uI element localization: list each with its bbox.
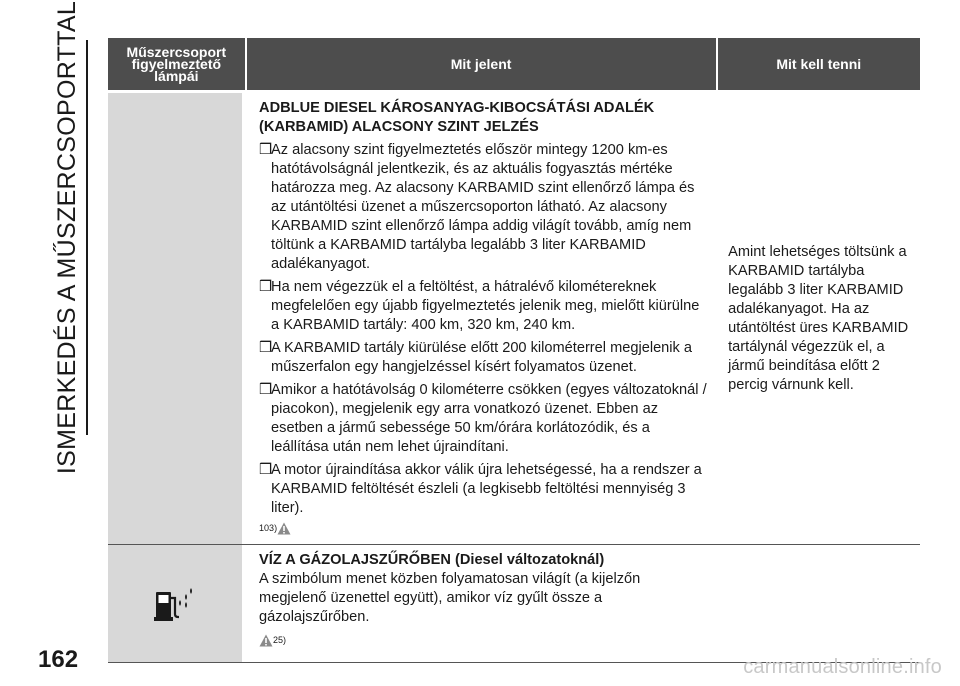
checkbox-bullet-icon: ❒ <box>259 279 273 295</box>
list-item-text: Ha nem végezzük el a feltöltést, a hátralévő kilométereknek megfelelően egy újabb figyelmeztetés jelenik meg, mielőtt kiürülne a KARBAMID tartály: 400 km, 320 km, 240 km. <box>271 279 700 333</box>
meaning-cell-water-in-fuel <box>244 545 714 662</box>
list-item <box>259 381 709 457</box>
table-header <box>108 38 920 93</box>
row-title-line2: (KARBAMID) ALACSONY SZINT JELZÉS <box>259 119 539 135</box>
checkbox-bullet-icon: ❒ <box>259 382 273 398</box>
note-ref-text: 103) <box>259 523 278 533</box>
water-in-fuel-icon <box>153 584 197 624</box>
checkbox-bullet-icon: ❒ <box>259 462 273 478</box>
header-action: Mit kell tenni <box>776 56 862 72</box>
list-item <box>259 461 709 518</box>
table-row-adblue <box>108 93 920 545</box>
chapter-side-title <box>44 0 92 475</box>
table-row-water-in-fuel <box>108 545 920 663</box>
header-warning-lights: Műszercsoport figyelmeztető lámpái <box>108 38 247 90</box>
chapter-title-text: ISMERKEDÉS A MŰSZERCSOPORTTAL <box>53 0 82 475</box>
warning-light-cell-water-in-fuel <box>108 545 244 662</box>
row-title-line1: ADBLUE DIESEL KÁROSANYAG-KIBOCSÁTÁSI ADALÉK <box>259 100 655 116</box>
list-item <box>259 278 709 335</box>
header-meaning: Mit jelent <box>247 38 718 90</box>
warning-lights-table <box>108 38 920 663</box>
row-title: VÍZ A GÁZOLAJSZŰRŐBEN (Diesel változatoknál) <box>259 552 605 568</box>
meaning-cell-adblue <box>244 93 714 544</box>
list-item-text: A motor újraindítása akkor válik újra lehetségessé, ha a rendszer a KARBAMID feltöltését észleli (a legkisebb feltöltési mennyiség 3 liter). <box>271 462 702 516</box>
row-description: A szimbólum menet közben folyamatosan világít (a kijelzőn megjelenő üzenettel együtt), amikor víz gyűlt össze a gázolajszűrőben. <box>259 571 641 625</box>
warning-triangle-icon <box>277 522 291 535</box>
list-item-text: Amikor a hatótávolság 0 kilométerre csökken (egyes változatoknál / piacokon), megjelenik egy arra vonatkozó üzenet. Ebben az esetben a jármű sebessége 50 km/órára korlátozódik, és a leállítása után nem lehet újraindítani. <box>271 382 707 455</box>
action-cell-water-in-fuel <box>714 545 920 662</box>
action-cell-adblue: Amint lehetséges töltsünk a KARBAMID tartályba legalább 3 liter KARBAMID adalékanyagot. Ha az utántöltést üres KARBAMID tartálynál végezzük el, a jármű beindítása előtt 2 percig várnunk kell. <box>728 243 909 393</box>
footer-watermark: carmanualsonline.info <box>743 656 942 678</box>
warning-triangle-icon <box>259 634 273 647</box>
warning-note-reference <box>259 631 709 650</box>
warning-light-cell-empty <box>108 93 244 544</box>
list-item <box>259 141 709 274</box>
list-item-text: A KARBAMID tartály kiürülése előtt 200 kilométerrel megjelenik a műszerfalon egy hangjelzéssel kísért folyamatos üzenet. <box>271 340 693 375</box>
list-item-text: Az alacsony szint figyelmeztetés először mintegy 1200 km-es hatótávolságnál jelentkezik, és az aktuális fogyasztás mértéke határozza meg. Az alacsony KARBAMID szint ellenőrző lámpa és az utántöltési üzenet a műszercsoporton látható. Az alacsony KARBAMID szint ellenőrző lámpa addig világít tovább, amíg nem töltünk a KARBAMID tartályba legalább 3 liter KARBAMID adalékanyagot. <box>271 142 695 272</box>
page-number: 162 <box>38 646 79 673</box>
warning-note-reference <box>259 519 709 538</box>
list-item <box>259 339 709 377</box>
chapter-divider-line <box>86 40 88 435</box>
checkbox-bullet-icon: ❒ <box>259 340 273 356</box>
checkbox-bullet-icon: ❒ <box>259 142 273 158</box>
note-ref-text: 25) <box>273 635 287 645</box>
